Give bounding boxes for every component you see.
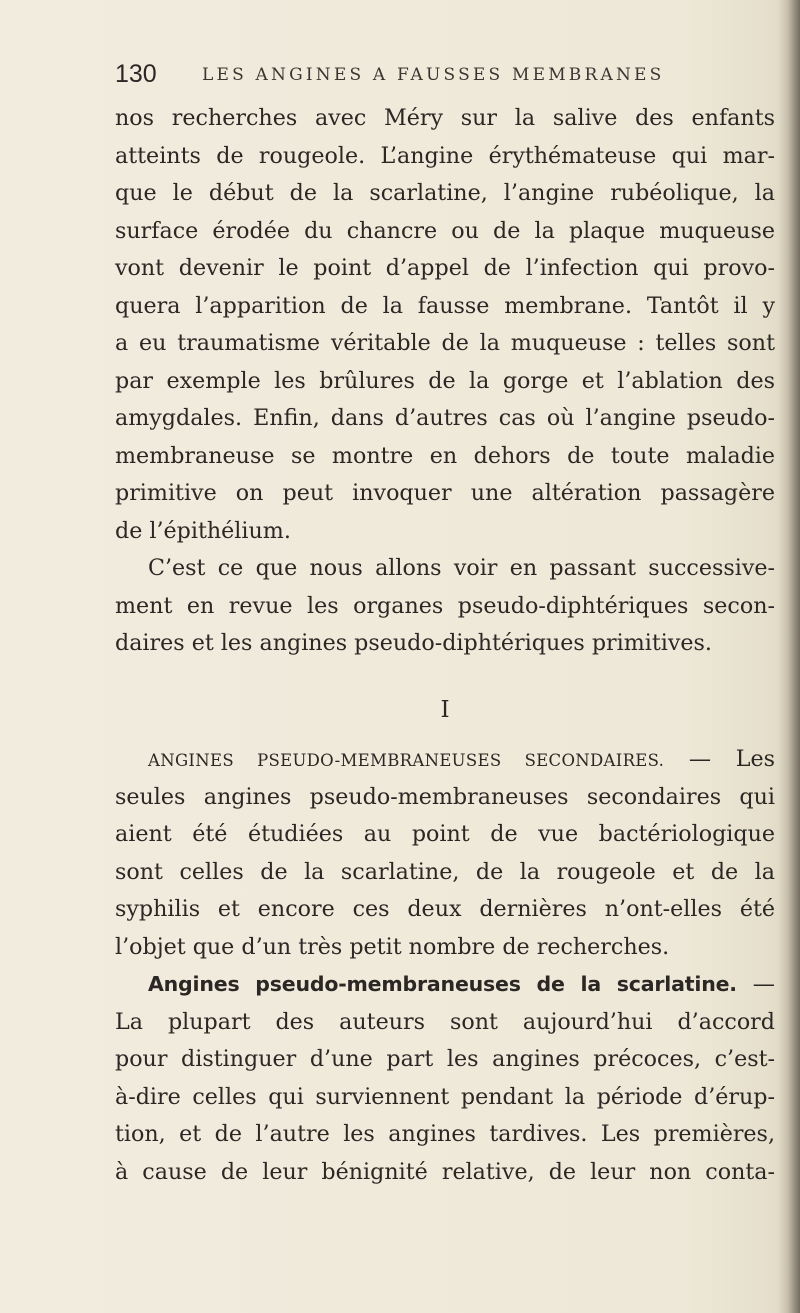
page-number: 130 (115, 60, 157, 88)
text-line: l’objet que d’un très petit nombre de recherches. (115, 933, 670, 960)
text-line: tion, et de l’autre les angines tardives. Les premières, (115, 1121, 775, 1147)
text-line: quera l’apparition de la fausse membrane. Tantôt il y (115, 292, 775, 319)
text-line: que le début de la scarlatine, l’angine rubéolique, la (115, 180, 775, 206)
subsection-heading-line (115, 966, 775, 1004)
text-line: nos recherches avec Méry sur la salive des enfants (115, 105, 775, 131)
running-head: LES ANGINES A FAUSSES MEMBRANES (202, 65, 665, 85)
text-line: a eu traumatisme véritable de la muqueuse : telles sont (115, 330, 775, 356)
text-line: primitive on peut invoquer une altération passagère (115, 480, 775, 506)
text-line: daires et les angines pseudo-diphtériques primitives. (115, 630, 712, 656)
subsection-heading-tail: — (736, 971, 775, 997)
text-block-1 (115, 100, 775, 663)
text-line: pour distinguer d’une part les angines précoces, c’est- (115, 1046, 775, 1072)
page-header (115, 60, 775, 90)
section-number: I (440, 697, 450, 723)
text-line: aient été étudiées au point de vue bactériologique (115, 821, 775, 847)
text-line: ment en revue les organes pseudo-diphtériques secon- (115, 592, 775, 619)
text-block-2 (115, 741, 775, 1191)
text-line: vont devenir le point d’appel de l’infection qui provo- (115, 255, 775, 281)
page-edge-shadow (778, 0, 800, 1313)
text-line: seules angines pseudo-membraneuses secondaires qui (115, 783, 775, 810)
text-line: de l’épithélium. (115, 517, 291, 544)
text-line: surface érodée du chancre ou de la plaque muqueuse (115, 217, 775, 244)
text-line: membraneuse se montre en dehors de toute maladie (115, 442, 775, 469)
section-heading-line (115, 741, 775, 779)
text-line: à-dire celles qui surviennent pendant la période d’érup- (115, 1083, 775, 1110)
section-heading-tail: — Les (664, 746, 775, 772)
section-heading: ANGINES PSEUDO-MEMBRANEUSES SECONDAIRES. (148, 751, 665, 770)
text-line: sont celles de la scarlatine, de la rougeole et de la (115, 858, 775, 885)
text-line: C’est ce que nous allons voir en passant successive- (148, 555, 775, 581)
text-line: amygdales. Enfin, dans d’autres cas où l’angine pseudo- (115, 405, 775, 431)
text-line: à cause de leur bénignité relative, de leur non conta- (115, 1158, 775, 1185)
text-line: atteints de rougeole. L’angine érythémateuse qui mar- (115, 142, 775, 169)
text-line: syphilis et encore ces deux dernières n’ont-elles été (115, 896, 775, 922)
subsection-heading: Angines pseudo-membraneuses de la scarlatine. (148, 972, 737, 996)
text-line: par exemple les brûlures de la gorge et l’ablation des (115, 367, 775, 394)
text-line: La plupart des auteurs sont aujourd’hui d’accord (115, 1008, 775, 1035)
